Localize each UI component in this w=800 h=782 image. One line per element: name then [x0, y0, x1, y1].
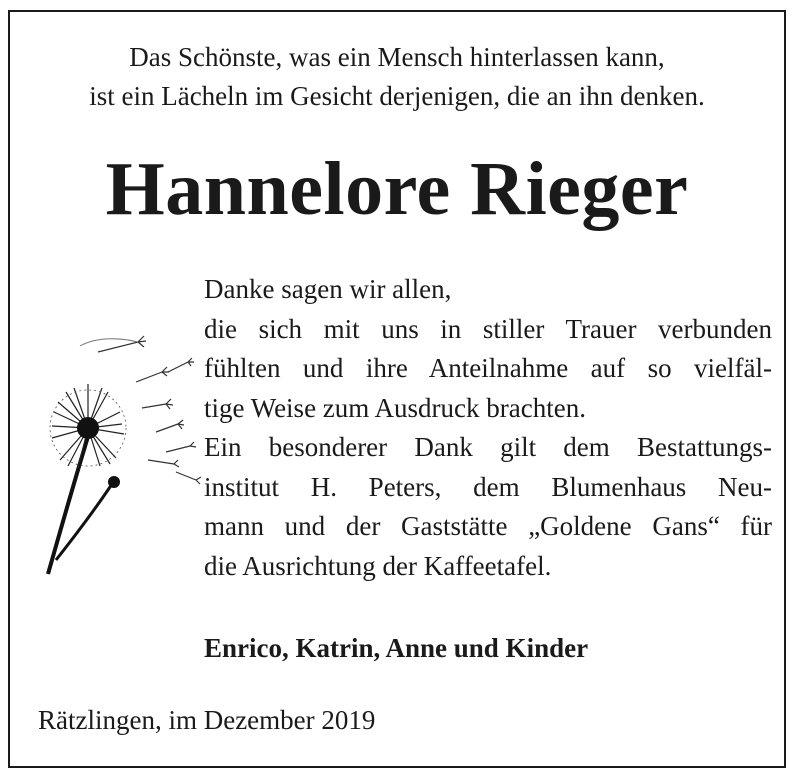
dandelion-icon: [38, 312, 206, 582]
message-line: mann und der Gaststätte „Goldene Gans“ für: [204, 511, 772, 541]
deceased-name: Hannelore Rieger: [105, 147, 689, 231]
signers: Enrico, Katrin, Anne und Kinder: [204, 633, 589, 663]
message-line: die sich mit uns in stiller Trauer verbunden: [204, 313, 772, 344]
message-line: institut H. Peters, dem Blumenhaus Neu-: [204, 471, 772, 502]
obituary-notice: [8, 10, 786, 768]
message-line: die Ausrichtung der Kaffeetafel.: [204, 550, 552, 581]
message-line: Ein besonderer Dank gilt dem Bestattungs-: [204, 432, 772, 462]
place-and-date: Rätzlingen, im Dezember 2019: [38, 705, 376, 735]
message-line: fühlten und ihre Anteilnahme auf so vielfäl-: [204, 353, 772, 383]
quote-line-1: Das Schönste, was ein Mensch hinterlassen kann,: [129, 42, 665, 72]
quote-line-2: ist ein Lächeln im Gesicht derjenigen, die an ihn denken.: [89, 81, 705, 111]
memorial-quote: [10, 38, 784, 116]
thank-you-message: [204, 270, 772, 586]
message-line: tige Weise zum Ausdruck brachten.: [204, 392, 586, 423]
message-line: Danke sagen wir allen,: [204, 274, 452, 304]
